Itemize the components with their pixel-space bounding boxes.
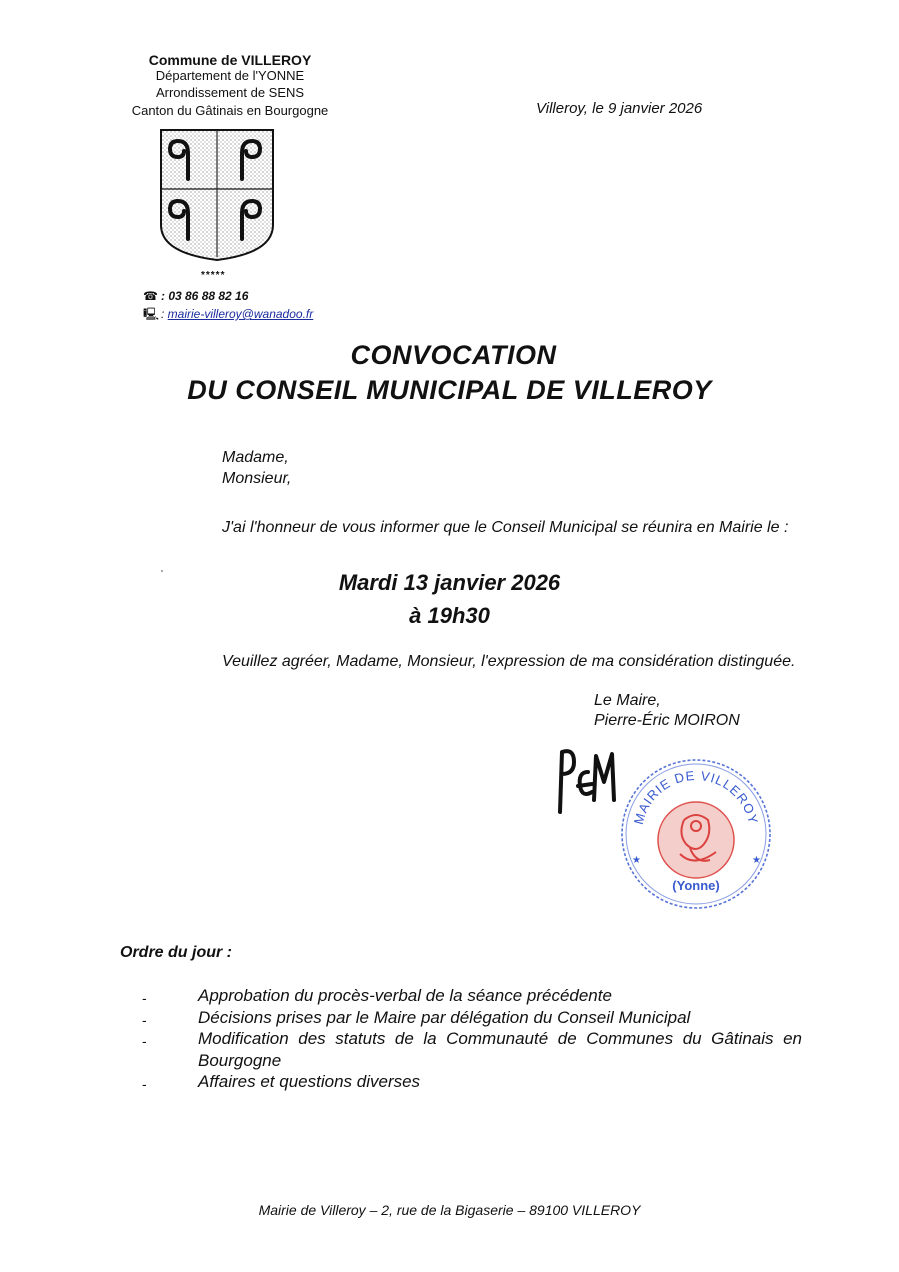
agenda-item — [142, 1071, 802, 1093]
canton-line: Canton du Gâtinais en Bourgogne — [131, 103, 329, 118]
phone-line — [143, 289, 248, 303]
svg-text:★: ★ — [632, 855, 641, 866]
stamp-top-text: MAIRIE DE VILLEROY — [630, 767, 762, 827]
email-prefix: : — [161, 307, 168, 321]
svg-text:★: ★ — [752, 855, 761, 866]
email-link[interactable]: mairie-villeroy@wanadoo.fr — [167, 307, 314, 321]
salutation-monsieur: Monsieur, — [222, 470, 292, 487]
date-line: Villeroy, le 9 janvier 2026 — [536, 100, 703, 117]
coat-of-arms-logo — [158, 127, 276, 263]
agenda-item-text: Décisions prises par le Maire par délégation du Conseil Municipal — [198, 1007, 691, 1027]
stars-divider: ***** — [201, 270, 226, 281]
agenda-bullet: - — [142, 1033, 147, 1049]
agenda-list — [142, 985, 802, 1093]
agenda-bullet: - — [142, 1011, 147, 1028]
official-stamp — [614, 748, 774, 913]
commune-name: Commune de VILLEROY — [148, 52, 312, 68]
salutation-madame: Madame, — [222, 449, 289, 466]
intro-paragraph: J'ai l'honneur de vous informer que le Conseil Municipal se réunira en Mairie le : — [222, 519, 789, 536]
agenda-item-text: Approbation du procès-verbal de la séance précédente — [198, 986, 612, 1005]
footer-address: Mairie de Villeroy – 2, rue de la Bigaserie – 89100 VILLEROY — [258, 1202, 641, 1218]
arrondissement-line: Arrondissement de SENS — [155, 85, 305, 100]
document-subtitle: DU CONSEIL MUNICIPAL DE VILLEROY — [187, 375, 712, 405]
agenda-item — [142, 1028, 802, 1071]
agenda-item-text: Modification des statuts de la Communauté de Communes du Gâtinais en Bourgogne — [198, 1029, 802, 1070]
signatory-role: Le Maire, — [594, 692, 661, 709]
agenda-item-text: Affaires et questions diverses — [198, 1072, 421, 1091]
stamp-bottom-text: (Yonne) — [672, 878, 720, 893]
agenda-item — [142, 985, 802, 1007]
meeting-time: à 19h30 — [409, 603, 490, 628]
meeting-date: Mardi 13 janvier 2026 — [338, 570, 561, 595]
document-title: CONVOCATION — [350, 340, 557, 370]
phone-icon: ☎ — [143, 289, 158, 303]
agenda-bullet: - — [142, 990, 147, 1006]
phone-number: : 03 86 88 82 16 — [161, 289, 249, 303]
agenda-item — [142, 1007, 802, 1029]
computer-icon: 🖳 — [143, 307, 160, 321]
agenda-title: Ordre du jour : — [120, 944, 232, 961]
signatory-name: Pierre-Éric MOIRON — [594, 712, 740, 729]
agenda-bullet: - — [142, 1076, 147, 1092]
departement-line: Département de l'YONNE — [155, 68, 305, 83]
email-line — [143, 305, 313, 326]
closing-paragraph: Veuillez agréer, Madame, Monsieur, l'expression de ma considération distinguée. — [222, 653, 796, 670]
